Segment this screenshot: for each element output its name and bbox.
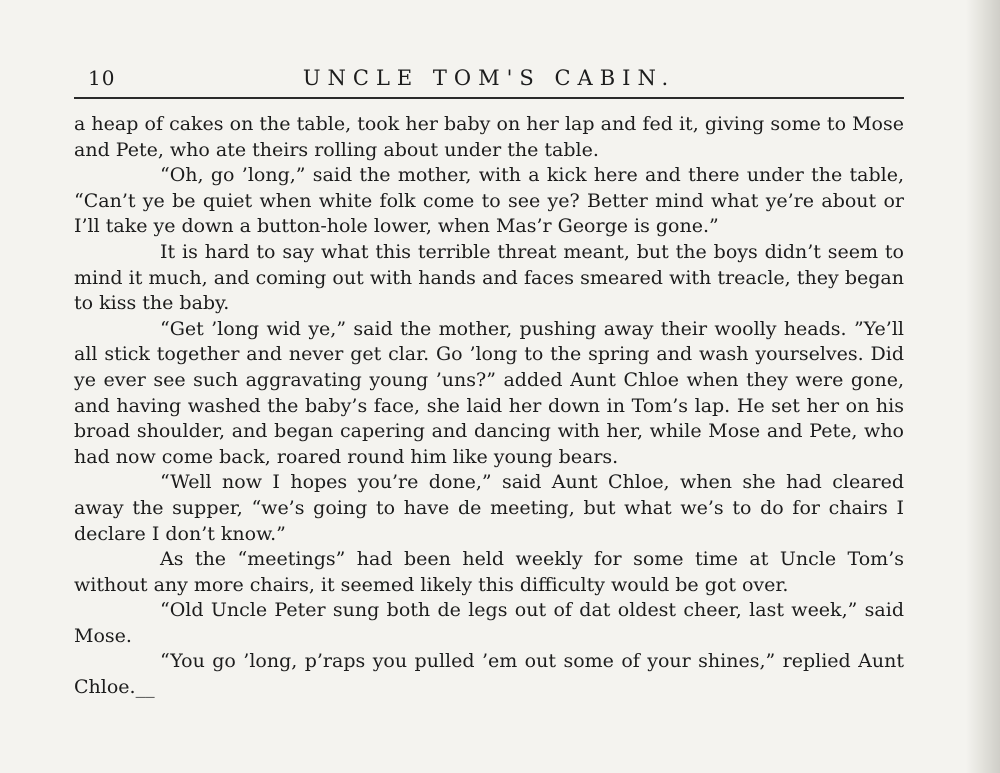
running-title: UNCLE TOM'S CABIN. — [302, 66, 676, 90]
body-text — [74, 112, 904, 701]
paragraph: “Get ’long wid ye,” said the mother, pushing away their woolly heads. ”Ye’ll all stick together and never get clar. Go ’long to the spring and wash yourselves. Did ye ever see such aggravating young ’uns?” added Aunt Chloe when they were gone, and having washed the baby’s face, she laid her down in Tom’s lap. He set her on his broad shoulder, and began capering and dancing with her, while Mose and Pete, who had now come back, roared round him like young bears. — [74, 317, 904, 468]
page-number: 10 — [88, 66, 116, 90]
paragraph: “Well now I hopes you’re done,” said Aunt Chloe, when she had cleared away the supper, “we’s going to have de meeting, but what we’s to do for chairs I declare I don’t know.” — [74, 471, 904, 545]
header-rule — [74, 97, 904, 99]
page-edge-shadow — [966, 0, 1000, 773]
paragraph: “You go ’long, p’raps you pulled ’em out some of your shines,” replied Aunt Chloe.__ — [74, 650, 904, 699]
paragraph: It is hard to say what this terrible threat meant, but the boys didn’t seem to mind it much, and coming out with hands and faces smeared with treacle, they began to kiss the baby. — [74, 240, 904, 315]
paragraph: a heap of cakes on the table, took her baby on her lap and fed it, giving some to Mose and Pete, who ate theirs rolling about under the table. — [74, 113, 904, 161]
paragraph: “Oh, go ’long,” said the mother, with a kick here and there under the table, “Can’t ye be quiet when white folk come to see ye? Better mind what ye’re about or I’ll take ye down a button-hole lower, when Mas’r George is gone.” — [74, 164, 904, 238]
paragraph: As the “meetings” had been held weekly for some time at Uncle Tom’s without any more chairs, it seemed likely this difficulty would be got over. — [74, 548, 904, 596]
page-header — [74, 62, 904, 96]
paragraph: “Old Uncle Peter sung both de legs out of dat oldest cheer, last week,” said Mose. — [74, 599, 904, 647]
